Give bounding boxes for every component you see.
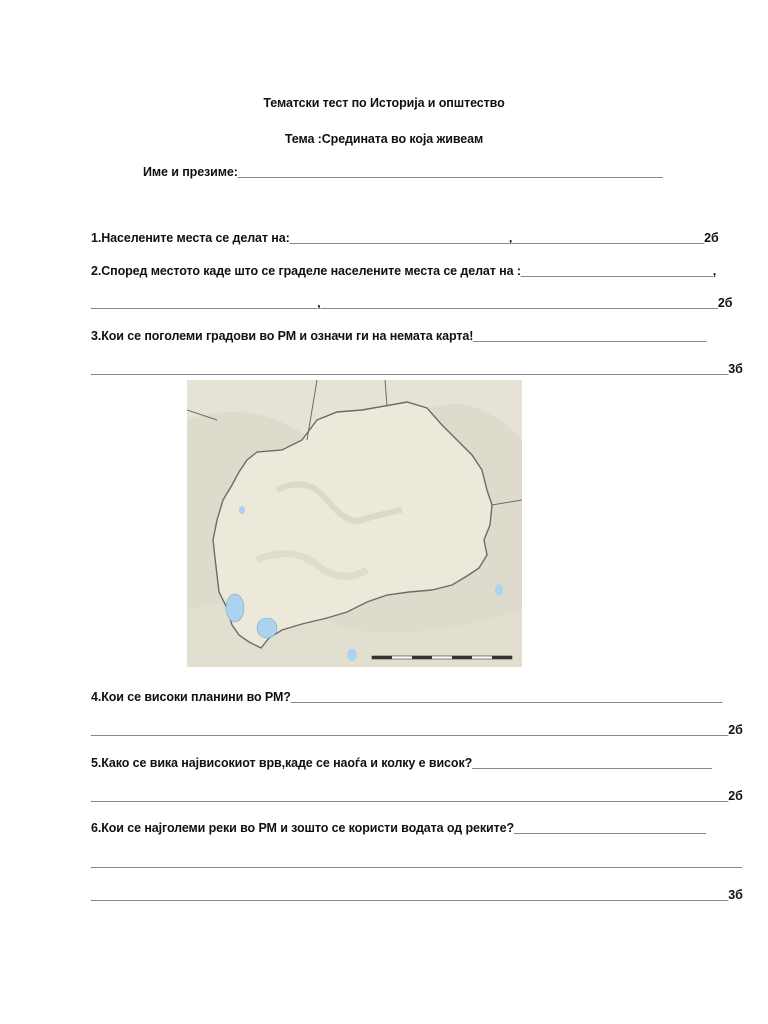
question-6-answer-line[interactable]: _______________________________________________________________________________________________ <box>91 855 742 869</box>
question-4-answer-line[interactable]: _____________________________________________________________________________________________2б <box>91 723 743 737</box>
question-1[interactable]: 1.Населените места се делат на:________________________________,____________________________2б <box>91 231 719 245</box>
question-3[interactable]: 3.Кои се поголеми градови во РМ и означи ги на немата карта!__________________________________ <box>91 329 707 343</box>
question-5[interactable]: 5.Како се вика највисокиот врв,каде се наоѓа и колку е висок?___________________________________ <box>91 756 712 770</box>
question-3-answer-line[interactable]: _____________________________________________________________________________________________3б <box>91 362 743 376</box>
question-4[interactable]: 4.Кои се високи планини во РМ?_______________________________________________________________ <box>91 690 723 704</box>
question-2[interactable]: 2.Според местото каде што се граделе населените места се делат на :____________________________, <box>91 264 717 278</box>
blank-map-of-macedonia[interactable] <box>187 380 522 667</box>
scale-bar <box>372 656 512 659</box>
lake-prespa <box>257 618 277 638</box>
question-2-answer-line[interactable]: _________________________________,__________________________________________________________2б <box>91 296 733 310</box>
lake-dojran <box>495 584 503 596</box>
name-field-label[interactable]: Име и презиме:______________________________________________________________ <box>143 165 663 179</box>
page-title: Тематски тест по Историја и општество <box>263 96 505 110</box>
question-5-answer-line[interactable]: _____________________________________________________________________________________________2б <box>91 789 743 803</box>
question-6-answer-line-2[interactable]: _____________________________________________________________________________________________3б <box>91 888 743 902</box>
topic-title: Тема :Средината во која живеам <box>284 132 484 146</box>
question-6[interactable]: 6.Кои се најголеми реки во РМ и зошто се користи водата од реките?____________________________ <box>91 821 706 835</box>
lake-ohrid <box>226 594 244 622</box>
